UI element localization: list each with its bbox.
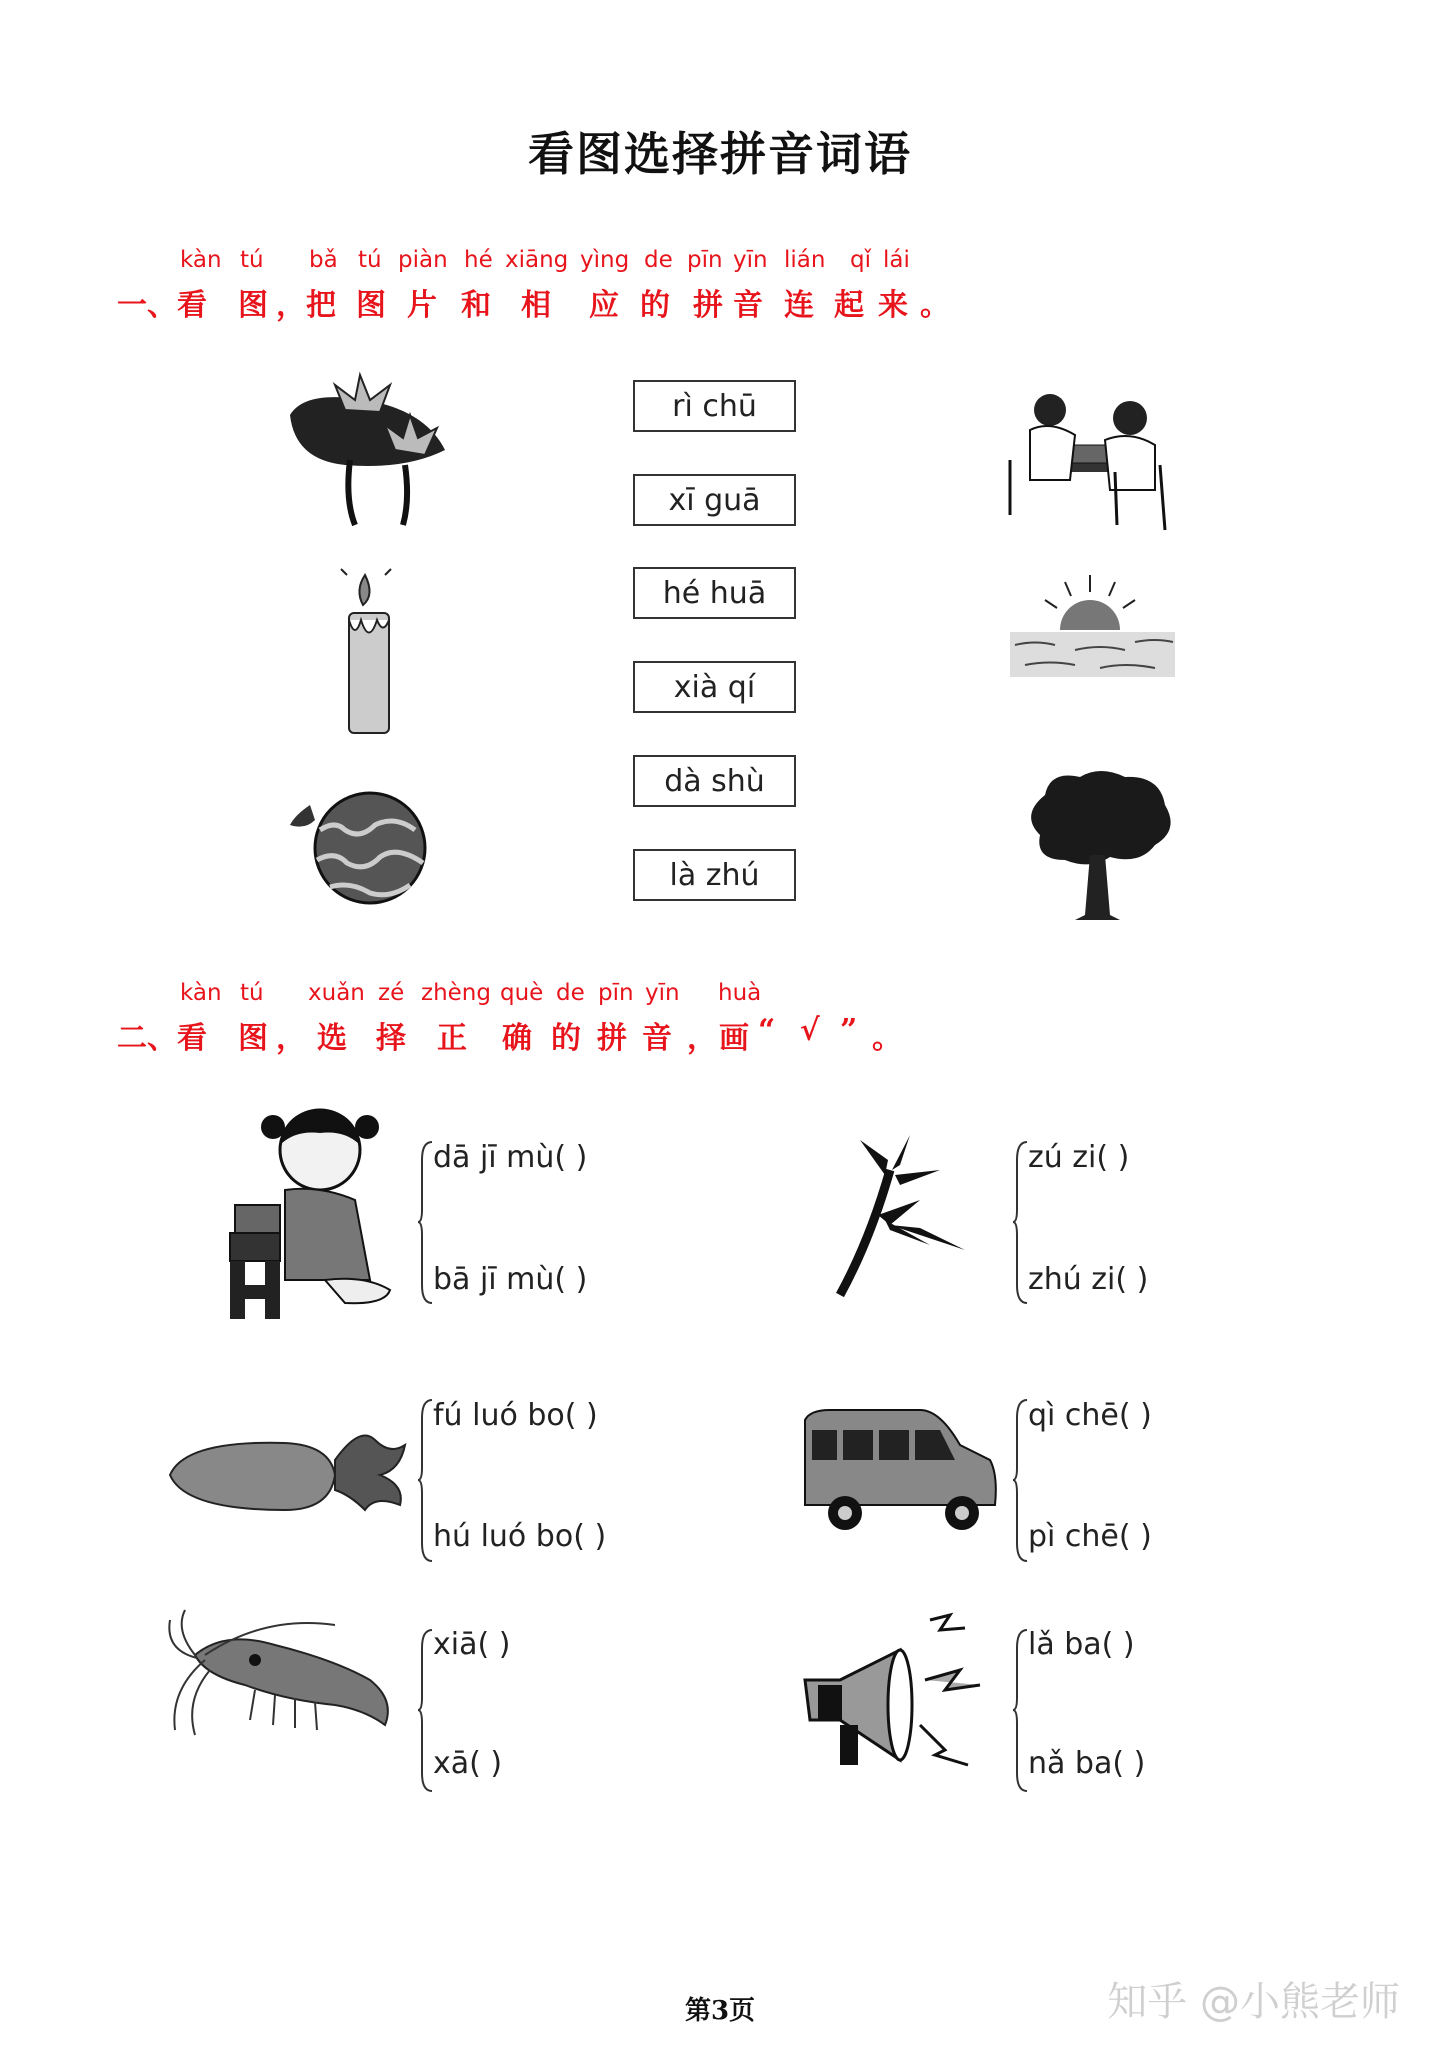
candle-image[interactable] [335,565,405,740]
pinyin-syllable: yīn [733,247,768,273]
pinyin-syllable: pīn [687,247,723,273]
heading-char: 二、看 [117,1021,207,1056]
pinyin-syllable: yīn [645,980,680,1006]
heading-char: ， [276,1021,306,1056]
shrimp-image[interactable] [165,1610,405,1745]
pinyin-syllable: yìng [580,247,630,273]
heading-char: 。 [920,288,950,323]
loudspeaker-image[interactable] [800,1610,990,1770]
choice-option[interactable]: qì chē( ) [1028,1398,1152,1433]
pinyin-syllable: lián [784,247,826,273]
choice-option[interactable]: xā( ) [433,1746,503,1781]
heading-char: 来 [878,288,908,323]
pinyin-syllable: xuǎn [308,980,365,1006]
heading-char: 选 [317,1021,347,1056]
pinyin-syllable: huà [718,980,762,1006]
girl-building-blocks-image[interactable] [215,1105,395,1335]
heading-char: 择 [376,1021,406,1056]
pinyin-syllable: bǎ [309,247,338,273]
heading-char: ” [840,1013,858,1048]
heading-char: 拼 [693,288,723,323]
pinyin-syllable: què [500,980,544,1006]
section2-heading [0,1013,1440,1056]
heading-char: “ [758,1013,776,1048]
pinyin-box[interactable]: dà shù [633,755,796,807]
heading-char: 应 [589,288,619,323]
heading-char: 。 [872,1021,902,1056]
pinyin-syllable: tú [240,247,264,273]
choice-option[interactable]: pì chē( ) [1028,1519,1152,1554]
heading-char: 图 [238,288,268,323]
heading-char: ， [687,1021,717,1056]
pinyin-syllable: tú [358,247,382,273]
heading-char: 一、看 [117,288,207,323]
choice-option[interactable]: fú luó bo( ) [433,1398,598,1433]
heading-char: 画 [719,1021,749,1056]
pinyin-box[interactable]: hé huā [633,567,796,619]
tree-image[interactable] [1020,765,1175,925]
heading-char: 的 [551,1021,581,1056]
pinyin-box[interactable]: rì chū [633,380,796,432]
choice-option[interactable]: zhú zi( ) [1028,1262,1149,1297]
heading-char: 图 [238,1021,268,1056]
heading-char: ，把 [276,288,336,323]
page-number: 第3页 [684,1996,756,2026]
choice-option[interactable]: lǎ ba( ) [1028,1627,1135,1662]
pinyin-syllable: lái [883,247,910,273]
heading-char: 图 [356,288,386,323]
heading-char: 片 [407,288,437,323]
watermark: 知乎 @小熊老师 [1107,1979,1400,2025]
pinyin-syllable: de [556,980,585,1006]
choice-option[interactable]: bā jī mù( ) [433,1262,588,1297]
pinyin-box[interactable]: là zhú [633,849,796,901]
pinyin-syllable: de [644,247,673,273]
heading-char: 和 [461,288,491,323]
watermelon-image[interactable] [285,785,435,910]
pinyin-syllable: tú [240,980,264,1006]
pinyin-syllable: piàn [398,247,448,273]
heading-char: 相 [521,288,551,323]
heading-char: 拼 [597,1021,627,1056]
section1-heading [0,280,1440,323]
pinyin-syllable: zé [378,980,405,1006]
pinyin-syllable: xiāng [505,247,569,273]
bamboo-image[interactable] [830,1130,970,1300]
choice-option[interactable]: zú zi( ) [1028,1140,1130,1175]
heading-char: √ [800,1013,820,1048]
pinyin-syllable: zhèng [421,980,491,1006]
pinyin-box[interactable]: xià qí [633,661,796,713]
section1-pinyin [0,247,1440,277]
heading-char: 的 [640,288,670,323]
car-image[interactable] [800,1405,1000,1535]
lotus-flower-image[interactable] [285,370,465,530]
heading-char: 连 [784,288,814,323]
choice-option[interactable]: hú luó bo( ) [433,1519,607,1554]
choice-option[interactable]: dā jī mù( ) [433,1140,588,1175]
pinyin-syllable: kàn [180,980,222,1006]
section2-pinyin [0,980,1440,1010]
pinyin-syllable: pīn [598,980,634,1006]
carrot-image[interactable] [165,1425,405,1525]
pinyin-syllable: kàn [180,247,222,273]
sunrise-image[interactable] [1005,570,1180,695]
choice-option[interactable]: nǎ ba( ) [1028,1746,1146,1781]
page-title: 看图选择拼音词语 [528,127,912,181]
pinyin-syllable: qǐ [850,247,871,273]
heading-char: 起 [834,288,864,323]
pinyin-syllable: hé [464,247,493,273]
chess-players-image[interactable] [1005,390,1170,535]
heading-char: 音 [733,288,763,323]
pinyin-box[interactable]: xī guā [633,474,796,526]
heading-char: 确 [502,1021,532,1056]
choice-option[interactable]: xiā( ) [433,1627,511,1662]
heading-char: 音 [642,1021,672,1056]
heading-char: 正 [437,1021,467,1056]
